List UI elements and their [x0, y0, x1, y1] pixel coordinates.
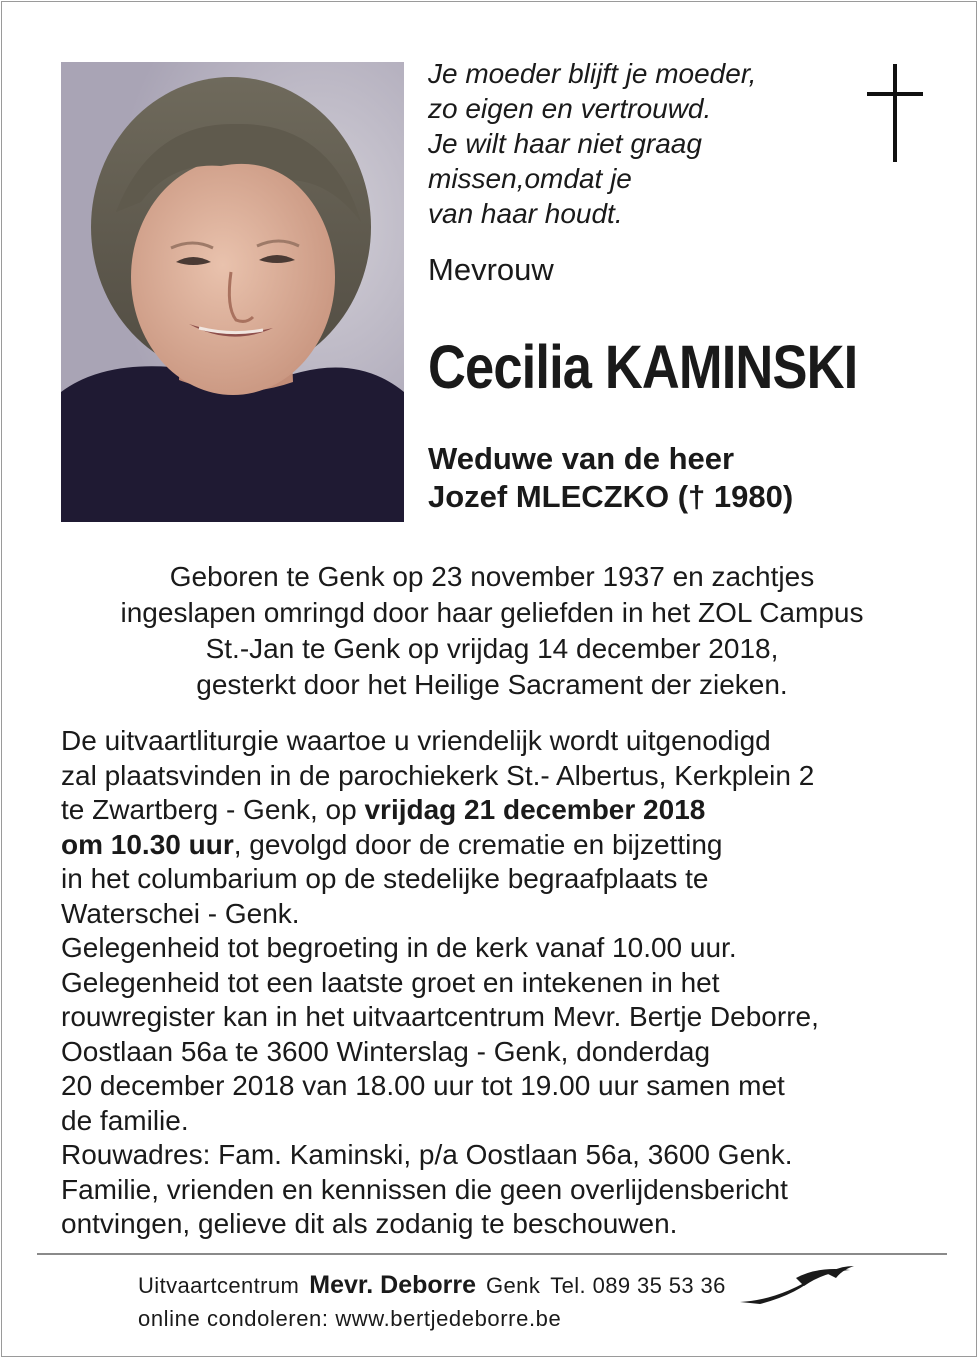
widow-line: Jozef MLECZKO († 1980) — [428, 479, 794, 514]
funeral-line: ontvingen, gelieve dit als zodanig te beschouwen. — [61, 1208, 678, 1239]
birth-line: Geboren te Genk op 23 november 1937 en zachtjes — [169, 561, 815, 592]
deceased-name: Cecilia KAMINSKI — [428, 333, 858, 401]
birth-line: St.-Jan te Genk op vrijdag 14 december 2018, — [205, 633, 779, 664]
funeral-line: rouwregister kan in het uitvaartcentrum Mevr. Bertje Deborre, — [61, 1001, 819, 1032]
funeral-line: Gelegenheid tot een laatste groet en intekenen in het — [61, 966, 720, 998]
funeral-line-prefix: te Zwartberg - Genk, op — [61, 794, 365, 825]
funeral-line-rest: , gevolgd door de crematie en bijzetting — [233, 828, 723, 860]
funeral-line: Rouwadres: Fam. Kaminski, p/a Oostlaan 56a, 3600 Genk. — [61, 1139, 793, 1170]
funeral-details — [61, 724, 941, 1242]
birth-line: gesterkt door het Heilige Sacrament der zieken. — [196, 669, 788, 700]
funeral-line: Familie, vrienden en kennissen die geen overlijdensbericht — [61, 1173, 788, 1205]
obituary-card — [1, 1, 977, 1357]
widow-info — [428, 440, 793, 516]
funeral-home-line — [138, 1270, 726, 1301]
funeral-line — [61, 828, 941, 863]
funeral-line: de familie. — [61, 1104, 189, 1136]
bird-logo-icon — [738, 1264, 858, 1310]
poem — [428, 56, 848, 231]
funeral-line: in het columbarium op de stedelijke begraafplaats te — [61, 863, 709, 894]
poem-line: van haar houdt. — [428, 198, 623, 229]
footer-divider — [37, 1253, 947, 1255]
funeral-line: zal plaatsvinden in de parochiekerk St.- Albertus, Kerkplein 2 — [61, 759, 815, 791]
online-condolences: online condoleren: www.bertjedeborre.be — [138, 1306, 562, 1331]
funeral-line: De uitvaartliturgie waartoe u vriendelijk wordt uitgenodigd — [61, 725, 771, 756]
poem-line: Je wilt haar niet graag — [428, 128, 702, 159]
poem-line: Je moeder blijft je moeder, — [428, 58, 757, 89]
birth-paragraph — [42, 559, 942, 703]
funeral-line: Oostlaan 56a te 3600 Winterslag - Genk, donderdag — [61, 1035, 711, 1067]
portrait-photo — [61, 62, 404, 522]
funeral-time: om 10.30 uur — [61, 828, 234, 860]
funeral-line — [61, 793, 941, 828]
birth-line: ingeslapen omringd door haar geliefden in het ZOL Campus — [120, 597, 864, 628]
latin-cross-icon — [864, 64, 926, 162]
honorific-title: Mevrouw — [428, 252, 554, 287]
poem-line: missen,omdat je — [428, 163, 632, 194]
widow-line: Weduwe van de heer — [428, 441, 735, 476]
funeral-date: vrijdag 21 december 2018 — [364, 794, 706, 825]
funeral-line: Gelegenheid tot begroeting in de kerk vanaf 10.00 uur. — [61, 932, 737, 963]
funeral-home-phone: Tel. 089 35 53 36 — [550, 1273, 726, 1298]
funeral-home-city: Genk — [486, 1273, 541, 1298]
funeral-home-name: Mevr. Deborre — [309, 1271, 477, 1299]
portrait-illustration — [61, 62, 404, 522]
funeral-home-label: Uitvaartcentrum — [138, 1273, 300, 1298]
funeral-line: 20 december 2018 van 18.00 uur tot 19.00 uur samen met — [61, 1070, 785, 1101]
poem-line: zo eigen en vertrouwd. — [428, 93, 712, 124]
funeral-line: Waterschei - Genk. — [61, 897, 300, 929]
